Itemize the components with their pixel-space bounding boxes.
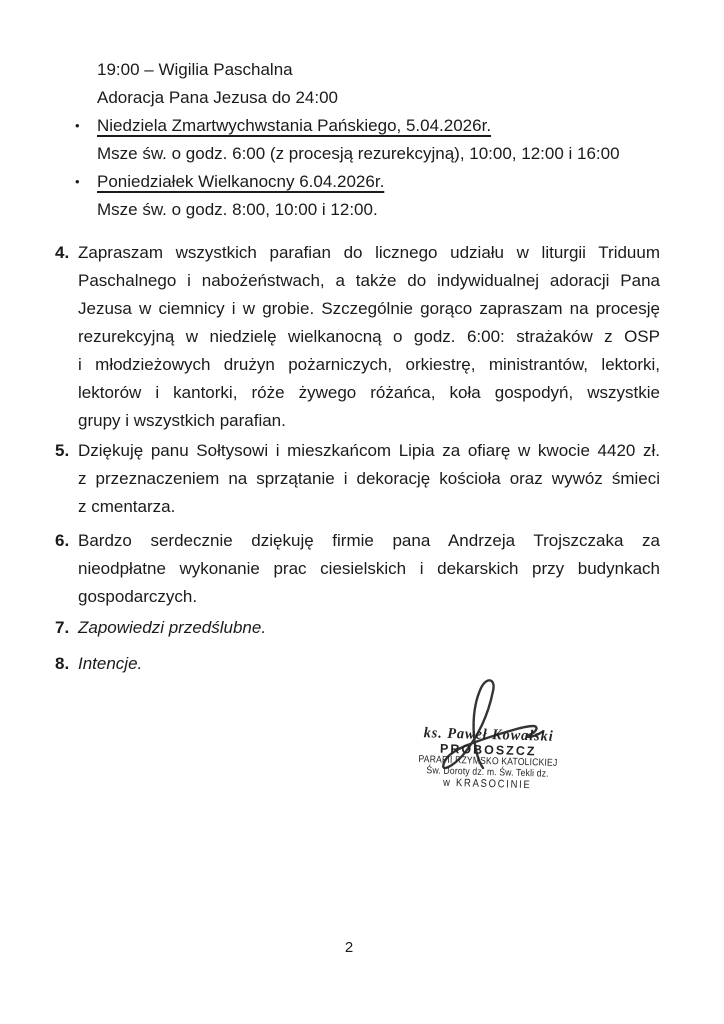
stamp-city-line: w KRASOCINIE	[442, 776, 532, 792]
paragraph-line: lektorów i kantorki, róże żywego różańca, koła gospodyń, wszystkie	[78, 383, 660, 402]
item-number: 5.	[55, 441, 70, 460]
paragraph-line: rezurekcyjną w niedzielę wielkanocną o godz. 6:00: strażaków z OSP	[78, 327, 660, 346]
paragraph-line: Intencje.	[78, 654, 143, 673]
announcement-item-5	[0, 437, 724, 521]
item-number: 7.	[55, 618, 70, 637]
paragraph-line: Dziękuję panu Sołtysowi i mieszkańcom Lipia za ofiarę w kwocie 4420 zł.	[78, 441, 660, 460]
announcement-item-4	[0, 239, 724, 435]
item-text	[78, 614, 660, 642]
item-text	[78, 239, 660, 435]
bullet-detail: Msze św. o godz. 8:00, 10:00 i 12:00.	[97, 200, 378, 219]
schedule-bullet-item	[0, 112, 724, 168]
stamp-parish-line: PARAFII RZYMSKO KATOLICKIEJ	[418, 754, 558, 769]
item-number: 4.	[55, 243, 70, 262]
paragraph-line: i młodzieżowych drużyn pożarniczych, orkiestrę, ministrantów, lektorki,	[78, 355, 660, 374]
paragraph-line: z cmentarza.	[78, 497, 176, 516]
stamp-priest-name: ks. Paweł Kowalski	[423, 725, 554, 745]
schedule-line: Adoracja Pana Jezusa do 24:00	[97, 88, 339, 107]
item-text	[78, 437, 660, 521]
stamp-title: PROBOSZCZ	[439, 741, 537, 759]
paragraph-line: grupy i wszystkich parafian.	[78, 411, 286, 430]
page-number: 2	[344, 939, 354, 956]
bullet-title: Niedziela Zmartwychwstania Pańskiego, 5.04.2026r.	[97, 116, 492, 135]
easter-schedule	[0, 56, 724, 224]
bullet-detail: Msze św. o godz. 6:00 (z procesją rezurekcyjną), 10:00, 12:00 i 16:00	[97, 144, 620, 163]
paragraph-line: Jezusa w ciemnicy i w grobie. Szczególnie gorąco zapraszam na procesję	[78, 299, 660, 318]
parish-stamp	[399, 725, 577, 794]
bullet-icon: •	[75, 118, 80, 133]
paragraph-line: Zapraszam wszystkich parafian do licznego udziału w liturgii Triduum	[78, 243, 660, 262]
schedule-bullet-item	[0, 168, 724, 224]
bullet-icon: •	[75, 174, 80, 189]
item-text	[78, 650, 660, 678]
paragraph-line: nieodpłatne wykonanie prac ciesielskich i dekarskich przy budynkach	[78, 559, 660, 578]
paragraph-line: Zapowiedzi przedślubne.	[78, 618, 267, 637]
bullet-title: Poniedziałek Wielkanocny 6.04.2026r.	[97, 172, 385, 191]
announcement-item-7	[0, 614, 724, 642]
item-text	[78, 527, 660, 611]
paragraph-line: z przeznaczeniem na sprzątanie i dekorację kościoła oraz wywóz śmieci	[78, 469, 660, 488]
announcement-item-6	[0, 527, 724, 611]
stamp-parish-line: Św. Doroty dz. m. Św. Tekli dz.	[426, 765, 549, 780]
schedule-line: 19:00 – Wigilia Paschalna	[97, 60, 293, 79]
paragraph-line: gospodarczych.	[78, 587, 198, 606]
paragraph-line: Paschalnego i nabożeństwach, a także do indywidualnej adoracji Pana	[78, 271, 660, 290]
paragraph-line: Bardzo serdecznie dziękuję firmie pana Andrzeja Trojszczaka za	[78, 531, 660, 550]
item-number: 8.	[55, 654, 70, 673]
item-number: 6.	[55, 531, 70, 550]
announcement-item-8	[0, 650, 724, 678]
